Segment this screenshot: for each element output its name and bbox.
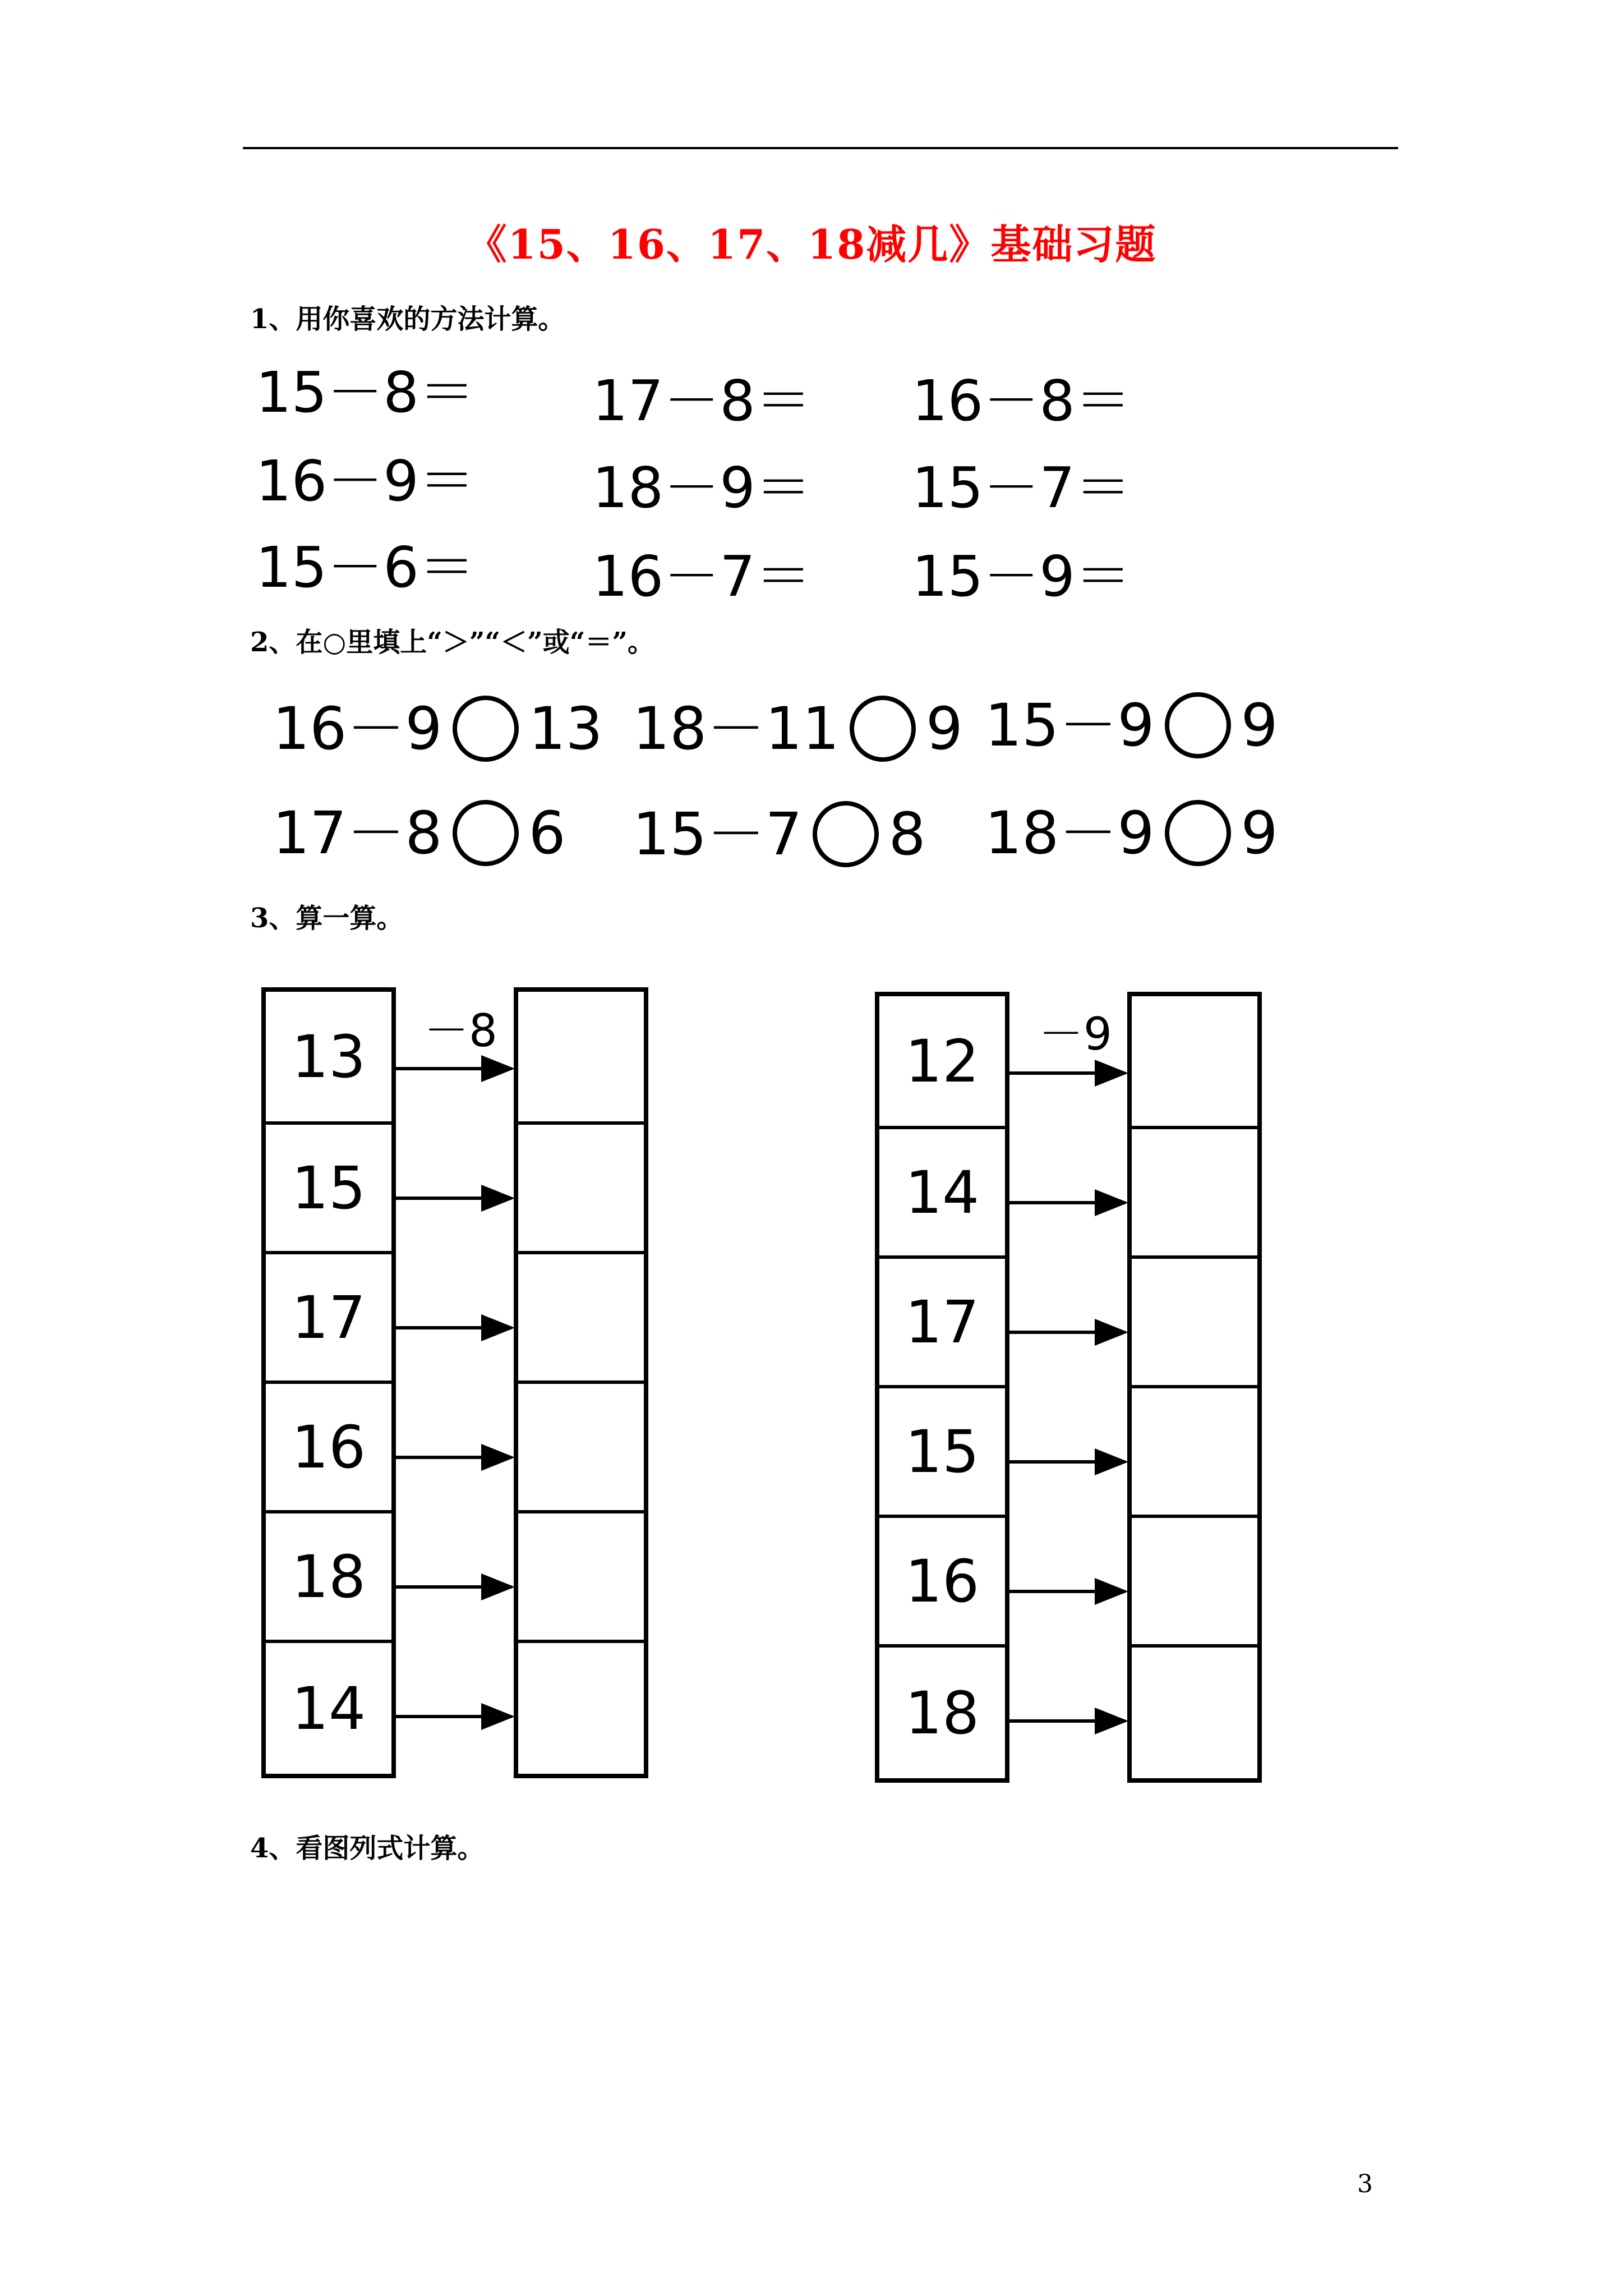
compare-left: 17－8	[273, 799, 442, 867]
compare-left: 15－7	[633, 800, 803, 868]
compare-right: 13	[528, 694, 603, 763]
input-column	[261, 987, 396, 1778]
answer-circle[interactable]	[813, 801, 879, 867]
answer-column	[1127, 992, 1262, 1783]
input-column	[875, 992, 1009, 1783]
compare-item	[273, 800, 566, 866]
q1-expression: 17－8＝	[592, 368, 811, 434]
q3-heading: 3、算一算。	[250, 903, 404, 934]
q1-expression: 15－6＝	[256, 535, 475, 600]
compare-left: 16－9	[273, 694, 442, 763]
compare-item	[633, 696, 963, 762]
input-number: 16	[879, 1515, 1005, 1644]
answer-box[interactable]	[1132, 1515, 1257, 1644]
q1-expression: 18－9＝	[592, 455, 811, 521]
answer-column	[514, 987, 648, 1778]
q1-expression: 16－9＝	[256, 448, 475, 514]
answer-box[interactable]	[1132, 996, 1257, 1126]
q1-expression: 15－9＝	[912, 544, 1131, 609]
input-number: 12	[905, 1027, 980, 1096]
q1-expression: 15－7＝	[912, 455, 1131, 521]
answer-box[interactable]	[1132, 1255, 1257, 1385]
answer-circle[interactable]	[850, 696, 916, 762]
compare-right: 9	[1241, 799, 1278, 867]
compare-right: 6	[528, 799, 566, 867]
answer-box[interactable]	[1132, 1385, 1257, 1515]
q2-heading: 2、在○里填上“＞”“＜”或“＝”。	[250, 627, 654, 658]
answer-box[interactable]	[518, 1251, 644, 1381]
compare-left: 15－9	[985, 691, 1155, 760]
answer-box[interactable]	[518, 1510, 644, 1640]
arrows	[1006, 992, 1133, 1783]
compare-right: 8	[888, 800, 926, 868]
header-rule	[243, 147, 1398, 149]
input-number: 17	[879, 1255, 1005, 1385]
answer-box[interactable]	[1132, 1126, 1257, 1255]
compare-left: 18－9	[985, 799, 1155, 867]
answer-circle[interactable]	[453, 800, 519, 866]
answer-box[interactable]	[518, 1121, 644, 1251]
answer-box[interactable]	[518, 1381, 644, 1510]
answer-circle[interactable]	[453, 696, 519, 762]
input-number: 15	[266, 1121, 391, 1251]
arrows	[393, 987, 519, 1778]
q1-expression: 16－7＝	[592, 544, 811, 609]
input-number: 15	[879, 1385, 1005, 1515]
page-title: 《15、16、17、18减几》基础习题	[466, 220, 1157, 268]
input-number: 17	[266, 1251, 391, 1381]
compare-right: 9	[1241, 691, 1278, 760]
q4-heading: 4、看图列式计算。	[250, 1833, 485, 1864]
compare-right: 9	[925, 694, 963, 763]
q1-expression: 15－8＝	[256, 360, 475, 425]
page-number: 3	[1357, 2170, 1373, 2198]
answer-box[interactable]	[518, 992, 644, 1121]
input-number: 14	[266, 1640, 391, 1774]
answer-circle[interactable]	[1165, 800, 1231, 866]
input-number: 14	[879, 1126, 1005, 1255]
answer-circle[interactable]	[1165, 692, 1231, 758]
input-number: 16	[266, 1381, 391, 1510]
input-number: 18	[266, 1510, 391, 1640]
operation-label: －9	[1039, 1008, 1112, 1060]
answer-box[interactable]	[518, 1640, 644, 1774]
input-number: 13	[291, 1022, 366, 1091]
answer-box[interactable]	[1132, 1644, 1257, 1778]
q1-heading: 1、用你喜欢的方法计算。	[250, 303, 565, 335]
q1-expression: 16－8＝	[912, 368, 1131, 434]
input-number: 18	[879, 1644, 1005, 1778]
compare-item	[273, 696, 603, 762]
operation-label: －8	[424, 1005, 497, 1057]
compare-item	[985, 800, 1278, 866]
compare-item	[985, 692, 1278, 758]
compare-left: 18－11	[633, 694, 840, 763]
compare-item	[633, 801, 926, 867]
